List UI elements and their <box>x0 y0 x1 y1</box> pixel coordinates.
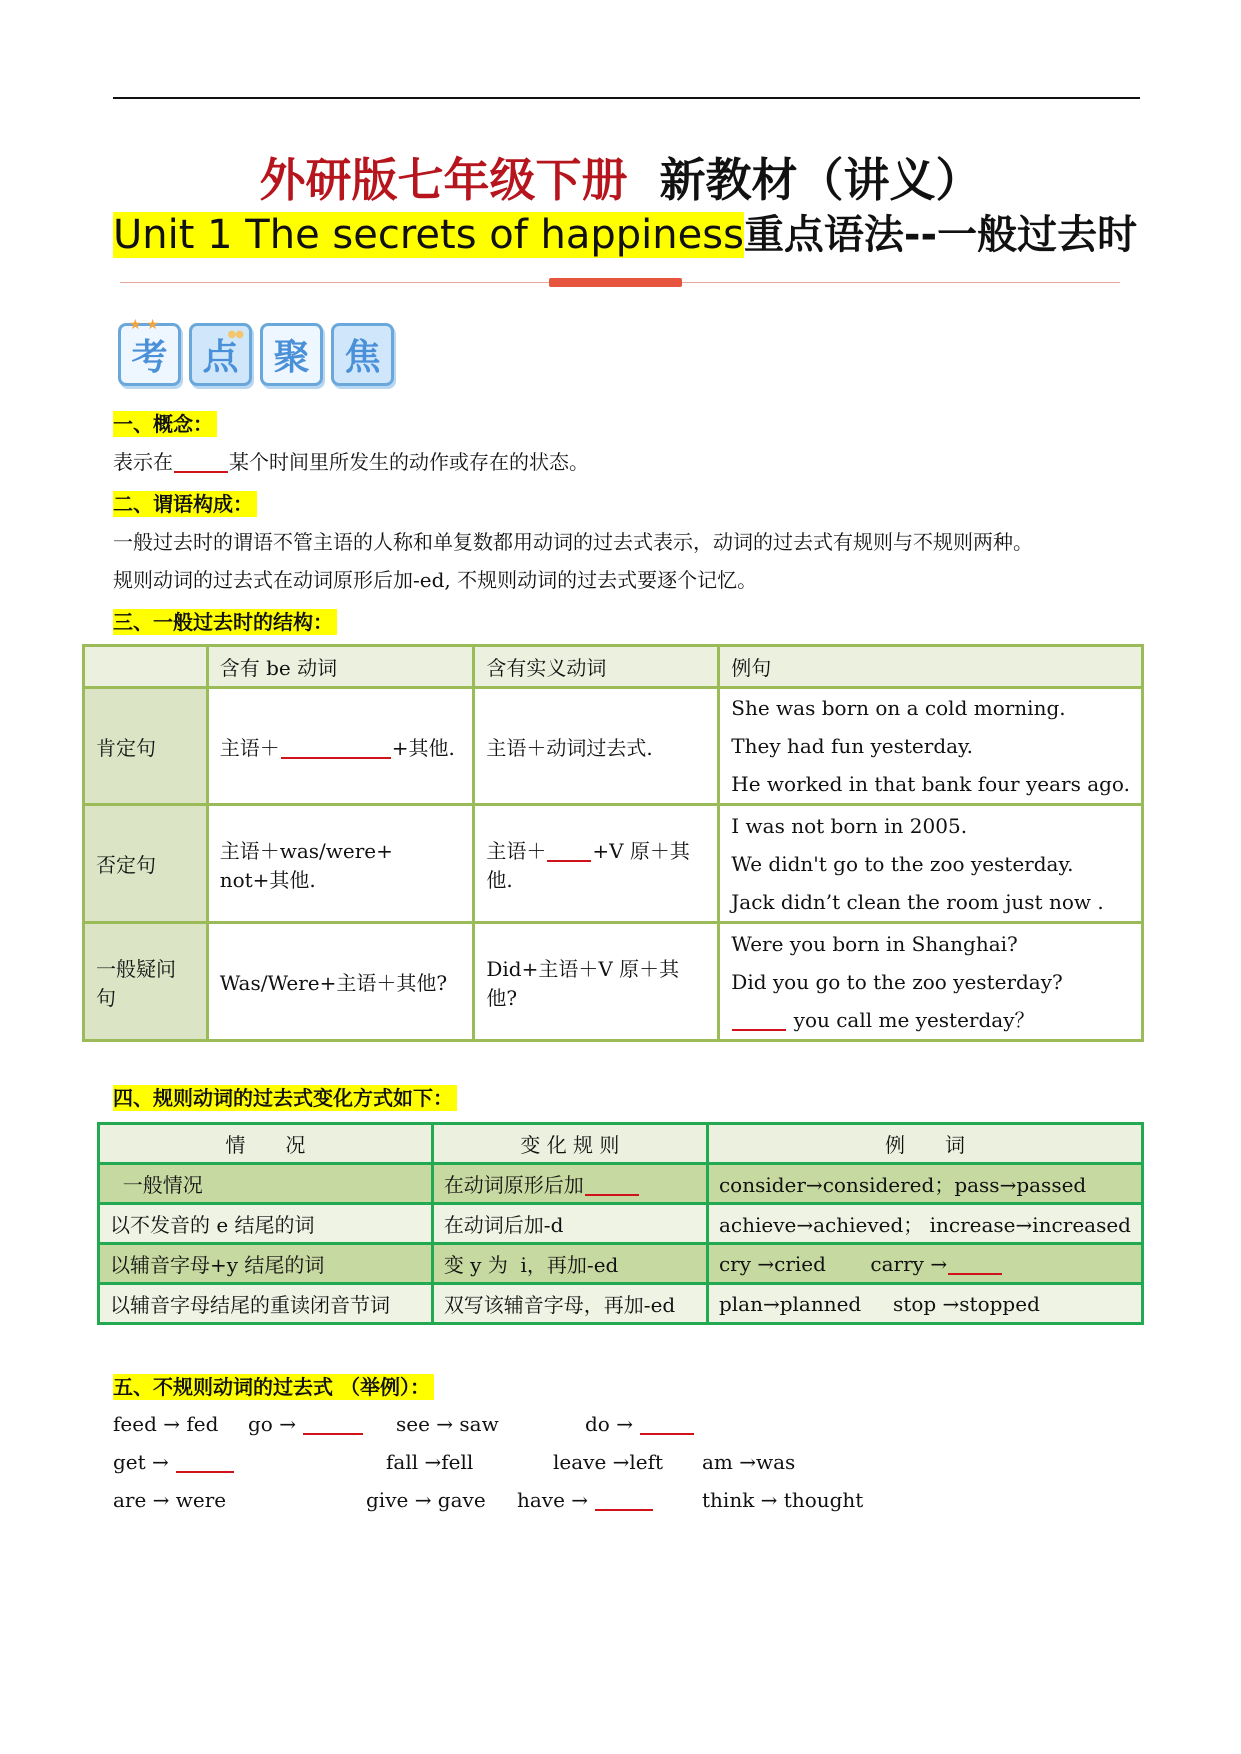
title-black: 新教材（讲义） <box>659 153 982 207</box>
table-header-row <box>84 646 1143 688</box>
section2-line2: 规则动词的过去式在动词原形后加-ed, 不规则动词的过去式要逐个记忆。 <box>113 568 758 592</box>
example-sentence: We didn't go to the zoo yesterday. <box>731 851 1074 876</box>
unit-subtitle: 重点语法--一般过去时 <box>743 212 1138 258</box>
cell-situation: 以辅音字母+y 结尾的词 <box>99 1244 433 1284</box>
example-sentence: I was not born in 2005. <box>731 813 968 838</box>
header-cell-verb: 含有实义动词 <box>474 646 719 688</box>
row-label-affirmative: 肯定句 <box>84 688 208 805</box>
irregular-are: are → were <box>113 1488 227 1512</box>
cell-example <box>707 1244 1142 1284</box>
answer-blank[interactable] <box>547 858 591 862</box>
badge-ju-label: 聚 <box>273 337 310 378</box>
cell-verb-question: Did+主语＋V 原＋其他? <box>474 923 719 1041</box>
irregular-fall: fall →fell <box>386 1450 474 1474</box>
header-cell-example: 例句 <box>719 646 1143 688</box>
cell-text: 主语＋ <box>486 838 547 863</box>
answer-blank[interactable] <box>281 755 391 759</box>
row-label-negative: 否定句 <box>84 805 208 923</box>
header-cell-be: 含有 be 动词 <box>207 646 474 688</box>
section1-text-before: 表示在 <box>113 450 173 474</box>
table-header-row <box>99 1124 1143 1164</box>
irregular-leave: leave →left <box>553 1450 664 1474</box>
header-cell-empty <box>84 646 208 688</box>
answer-blank[interactable] <box>640 1431 694 1435</box>
example-sentence: Did you go to the zoo yesterday? <box>731 969 1063 994</box>
table-row <box>99 1164 1143 1204</box>
cell-situation: 以辅音字母结尾的重读闭音节词 <box>99 1284 433 1324</box>
header-cell-example: 例 词 <box>707 1124 1142 1164</box>
table-row <box>99 1284 1143 1324</box>
irregular-go <box>248 1410 364 1438</box>
example-sentence: He worked in that bank four years ago. <box>731 772 1130 796</box>
star-icon: ★ ★ <box>129 317 159 333</box>
irregular-think: think → thought <box>702 1488 864 1512</box>
cell-rule: 在动词后加-d <box>432 1204 707 1244</box>
cell-rule: 双写该辅音字母，再加-ed <box>432 1284 707 1324</box>
example-sentence: They had fun yesterday. <box>731 734 974 758</box>
cell-verb-negative <box>474 805 719 923</box>
badge-jiao-label: 焦 <box>344 337 381 378</box>
dots-icon: ●● <box>227 329 243 340</box>
cell-be-question: Was/Were+主语＋其他? <box>207 923 474 1041</box>
answer-blank[interactable] <box>732 1027 786 1031</box>
page-title <box>0 150 1241 210</box>
answer-blank[interactable] <box>174 469 228 473</box>
table-row <box>84 688 1143 805</box>
badge-kao <box>118 317 181 386</box>
irregular-get-text: get → <box>113 1450 176 1474</box>
badge-dian <box>189 323 252 386</box>
section4-heading: 四、规则动词的过去式变化方式如下： <box>113 1085 457 1111</box>
section1-heading: 一、概念： <box>113 411 217 437</box>
table-row <box>84 805 1143 923</box>
cell-example: plan→planned stop →stopped <box>707 1284 1142 1324</box>
section1-text <box>113 448 589 476</box>
cell-text: +V 原＋其他. <box>486 838 690 892</box>
irregular-see: see → saw <box>396 1412 499 1436</box>
table-row <box>84 923 1143 1041</box>
irregular-feed: feed → fed <box>113 1412 219 1436</box>
table-row <box>99 1244 1143 1284</box>
cell-text: 主语＋ <box>219 735 280 760</box>
irregular-give: give → gave <box>366 1488 486 1512</box>
irregular-have <box>517 1486 654 1514</box>
section5-heading: 五、不规则动词的过去式 （举例）： <box>113 1374 434 1400</box>
cell-verb-affirmative: 主语＋动词过去式. <box>474 688 719 805</box>
cell-situation: 一般情况 <box>99 1164 433 1204</box>
header-cell-rule: 变 化 规 则 <box>432 1124 707 1164</box>
cell-text: 在动词原形后加 <box>443 1173 584 1197</box>
example-sentence: Were you born in Shanghai? <box>731 931 1018 956</box>
title-red: 外研版七年级下册 <box>259 153 628 207</box>
cell-situation: 以不发音的 e 结尾的词 <box>99 1204 433 1244</box>
cell-example: consider→considered；pass→passed <box>707 1164 1142 1204</box>
header-cell-situation: 情 况 <box>99 1124 433 1164</box>
structure-table <box>82 644 1144 1042</box>
irregular-have-text: have → <box>517 1488 595 1512</box>
cell-examples-affirmative <box>719 688 1143 805</box>
section1-text-after: 某个时间里所发生的动作或存在的状态。 <box>229 450 589 474</box>
cell-be-affirmative <box>207 688 474 805</box>
table-row <box>99 1204 1143 1244</box>
irregular-get <box>113 1448 235 1476</box>
key-points-badges <box>118 317 394 386</box>
answer-blank[interactable] <box>585 1192 639 1196</box>
answer-blank[interactable] <box>595 1507 653 1511</box>
cell-text: +其他. <box>391 735 455 760</box>
irregular-do <box>585 1410 695 1438</box>
unit-title <box>113 208 1137 262</box>
irregular-go-text: go → <box>248 1412 303 1436</box>
section2-line1: 一般过去时的谓语不管主语的人称和单复数都用动词的过去式表示，动词的过去式有规则与不规则两种。 <box>113 530 1033 554</box>
badge-kao-label: 考 <box>131 337 168 378</box>
row-label-question: 一般疑问句 <box>84 923 208 1041</box>
cell-rule <box>432 1164 707 1204</box>
regular-verbs-table <box>97 1122 1144 1325</box>
section3-heading: 三、一般过去时的结构： <box>113 609 337 635</box>
answer-blank[interactable] <box>303 1431 363 1435</box>
answer-blank[interactable] <box>176 1469 234 1473</box>
top-rule <box>113 97 1140 99</box>
example-sentence <box>731 1001 1130 1039</box>
cell-text: cry →cried carry → <box>718 1251 948 1276</box>
example-sentence: Jack didn’t clean the room just now . <box>731 889 1104 914</box>
example-sentence-rest: you call me yesterday？ <box>787 1007 1035 1032</box>
section2-heading: 二、谓语构成： <box>113 491 257 517</box>
badge-jiao <box>331 323 394 386</box>
cell-examples-question <box>719 923 1143 1041</box>
irregular-am: am →was <box>702 1450 796 1474</box>
answer-blank[interactable] <box>948 1271 1002 1275</box>
badge-ju <box>260 323 323 386</box>
cell-rule: 变 y 为 i，再加-ed <box>432 1244 707 1284</box>
irregular-do-text: do → <box>585 1412 640 1436</box>
cell-be-negative: 主语＋was/were+ not+其他. <box>207 805 474 923</box>
decorative-bar <box>549 278 682 287</box>
cell-examples-negative <box>719 805 1143 923</box>
example-sentence: She was born on a cold morning. <box>731 696 1066 720</box>
cell-example: achieve→achieved； increase→increased <box>707 1204 1142 1244</box>
badge-dian-label: 点 <box>202 337 239 378</box>
unit-title-highlight: Unit 1 The secrets of happiness <box>113 212 744 258</box>
